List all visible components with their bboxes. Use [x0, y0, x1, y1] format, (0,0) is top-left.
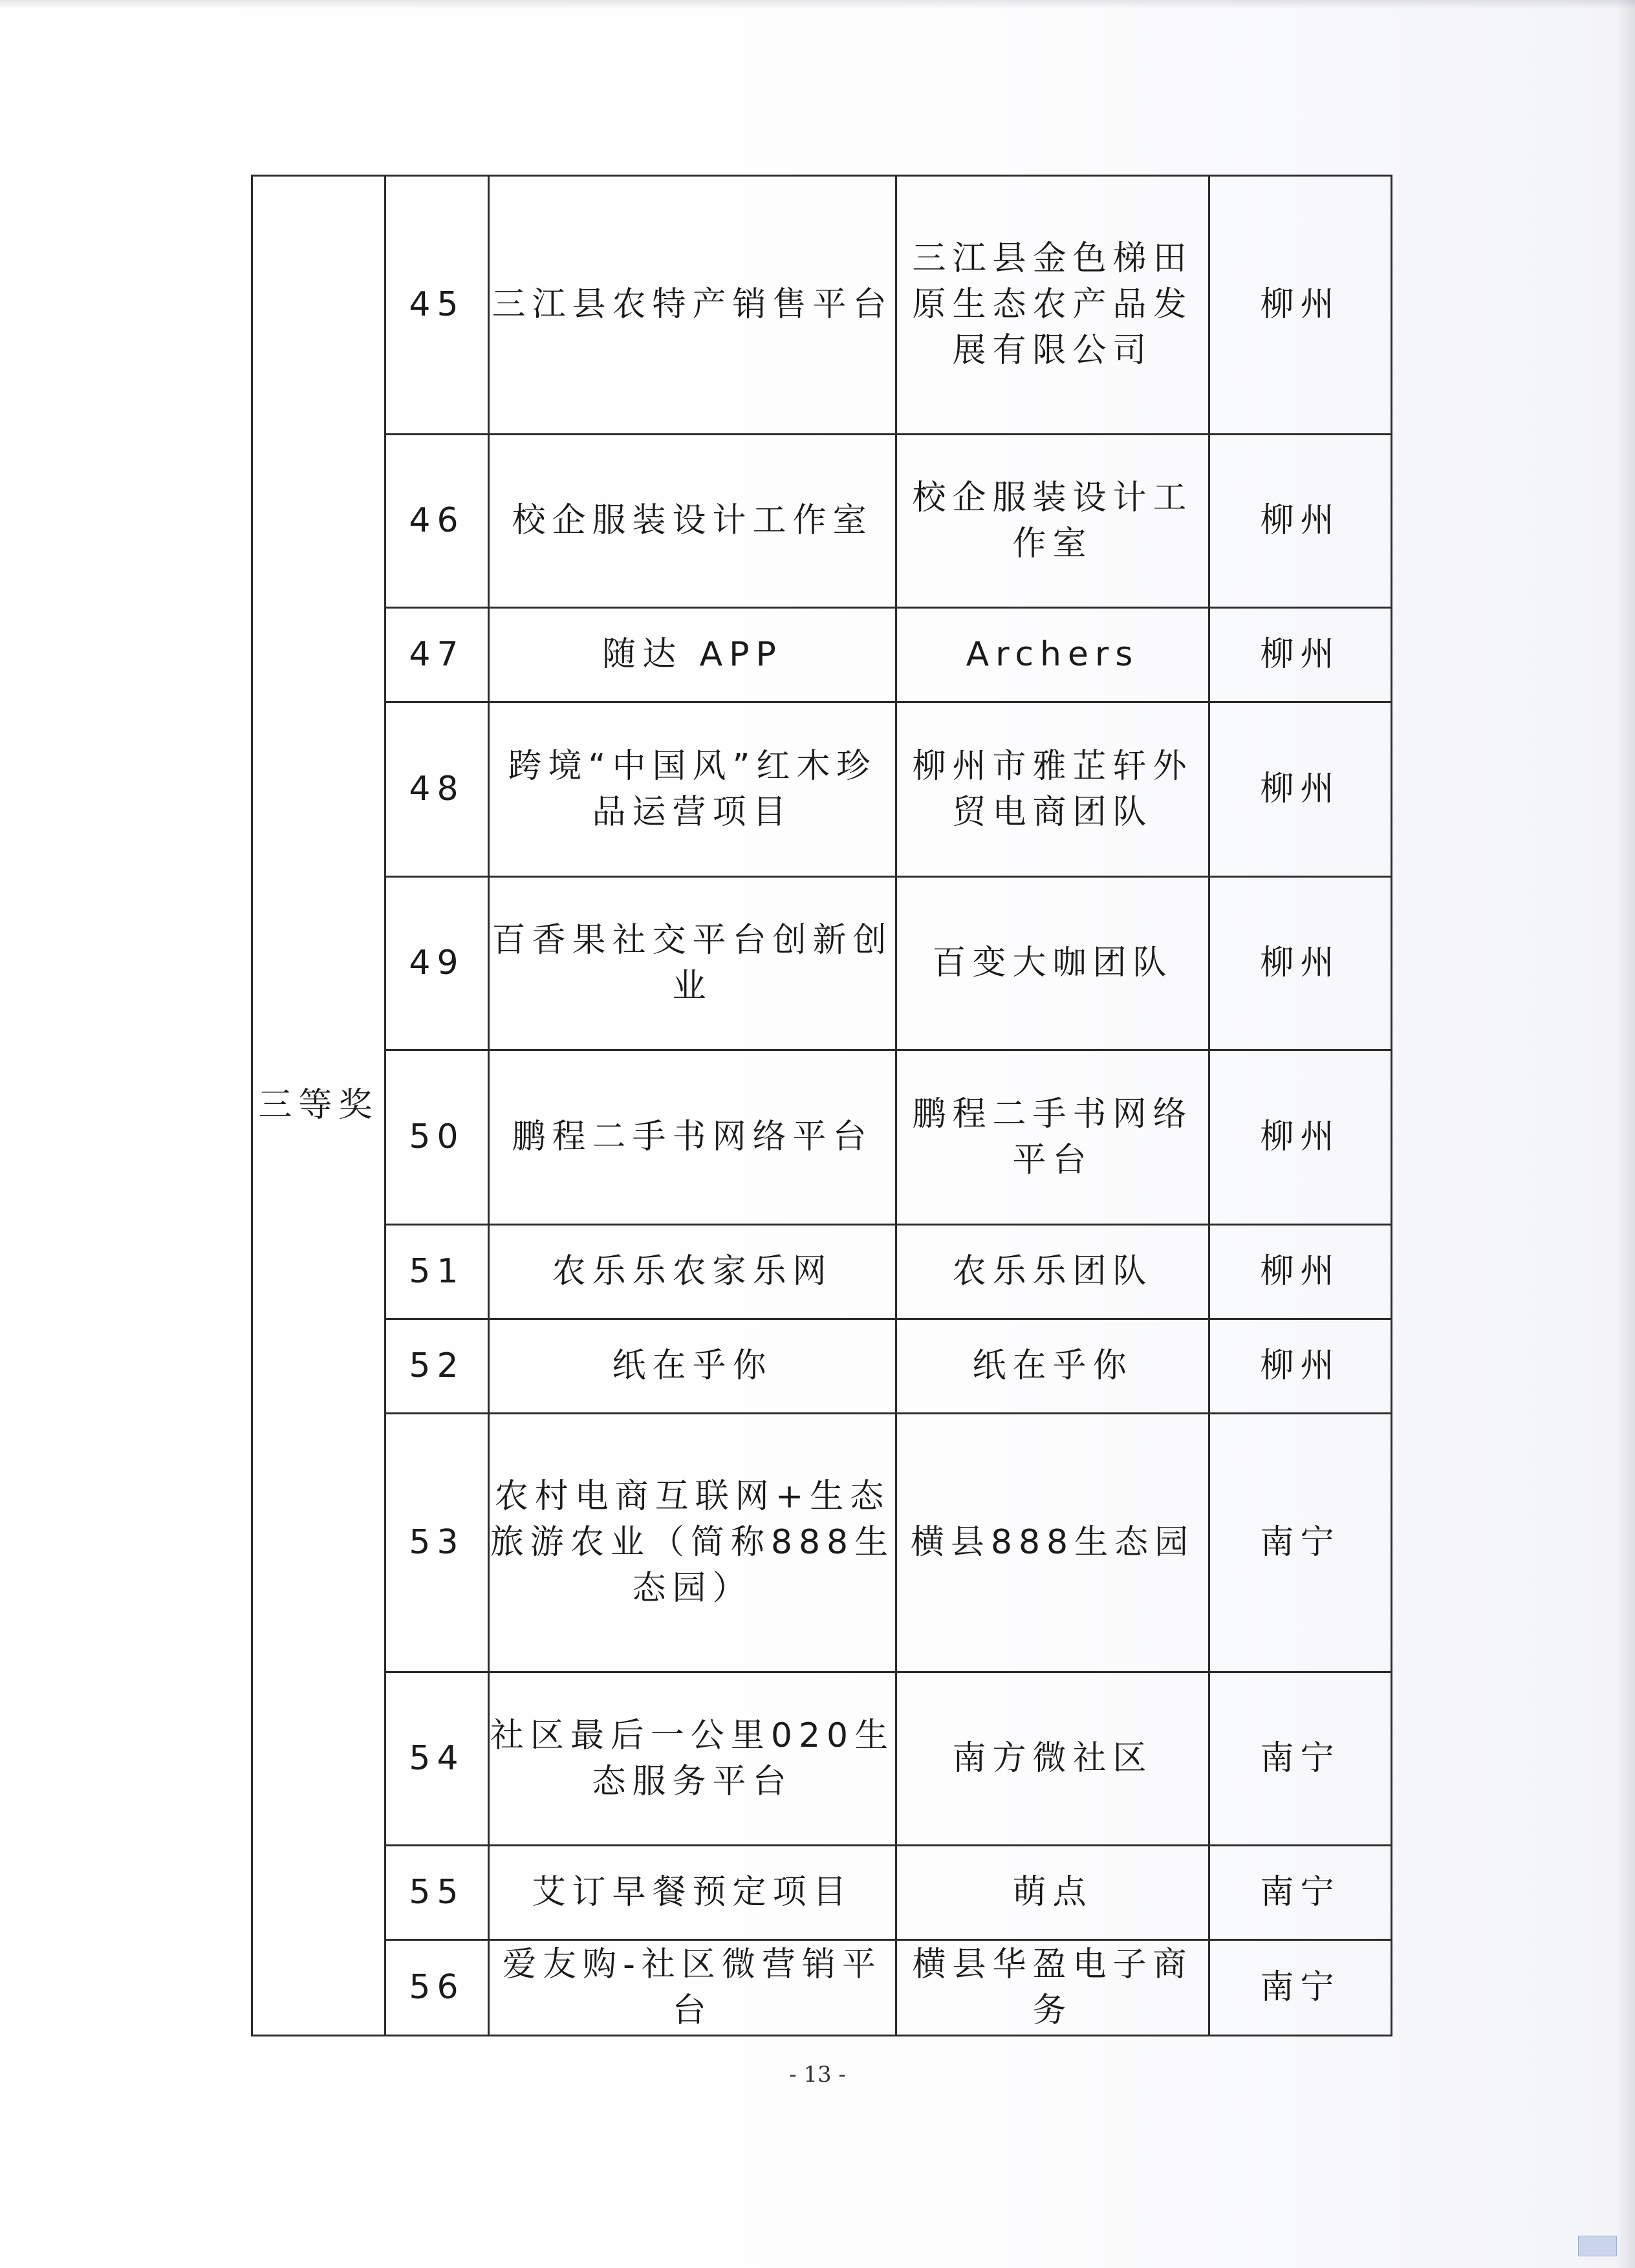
project-name: 社区最后一公里020生态服务平台 — [489, 1672, 896, 1846]
team-name: 三江县金色梯田原生态农产品发展有限公司 — [896, 176, 1209, 435]
table-row — [252, 1940, 1392, 2036]
table-row — [252, 1414, 1392, 1672]
row-number: 50 — [385, 1050, 489, 1225]
team-name: 横县888生态园 — [896, 1414, 1209, 1672]
team-name: 鹏程二手书网络平台 — [896, 1050, 1209, 1225]
row-number: 51 — [385, 1225, 489, 1319]
team-name: 百变大咖团队 — [896, 877, 1209, 1050]
award-table — [251, 175, 1392, 2036]
project-name: 爱友购-社区微营销平台 — [489, 1940, 896, 2036]
team-name: 南方微社区 — [896, 1672, 1209, 1846]
table-row — [252, 608, 1392, 702]
row-number: 56 — [385, 1940, 489, 2036]
row-number: 48 — [385, 702, 489, 877]
city: 南宁 — [1209, 1414, 1392, 1672]
city: 柳州 — [1209, 702, 1392, 877]
project-name: 三江县农特产销售平台 — [489, 176, 896, 435]
table-row — [252, 176, 1392, 435]
project-name: 农乐乐农家乐网 — [489, 1225, 896, 1319]
row-number: 46 — [385, 435, 489, 608]
city: 南宁 — [1209, 1672, 1392, 1846]
project-name: 艾订早餐预定项目 — [489, 1846, 896, 1940]
team-name: 校企服装设计工作室 — [896, 435, 1209, 608]
city: 柳州 — [1209, 877, 1392, 1050]
table-row — [252, 1846, 1392, 1940]
project-name: 百香果社交平台创新创业 — [489, 877, 896, 1050]
row-number: 45 — [385, 176, 489, 435]
row-number: 47 — [385, 608, 489, 702]
team-name: Archers — [896, 608, 1209, 702]
city: 柳州 — [1209, 1319, 1392, 1414]
table-row — [252, 1672, 1392, 1846]
team-name: 柳州市雅芷轩外贸电商团队 — [896, 702, 1209, 877]
row-number: 54 — [385, 1672, 489, 1846]
project-name: 随达 APP — [489, 608, 896, 702]
table-row — [252, 1050, 1392, 1225]
row-number: 55 — [385, 1846, 489, 1940]
corner-stamp-mark — [1578, 2236, 1617, 2256]
table-row — [252, 1319, 1392, 1414]
team-name: 纸在乎你 — [896, 1319, 1209, 1414]
row-number: 53 — [385, 1414, 489, 1672]
city: 柳州 — [1209, 176, 1392, 435]
table-row — [252, 877, 1392, 1050]
award-grade: 三等奖 — [252, 176, 385, 2036]
row-number: 49 — [385, 877, 489, 1050]
scan-shadow-top — [0, 0, 1635, 9]
team-name: 横县华盈电子商务 — [896, 1940, 1209, 2036]
city: 柳州 — [1209, 608, 1392, 702]
table-row — [252, 702, 1392, 877]
row-number: 52 — [385, 1319, 489, 1414]
table-row — [252, 435, 1392, 608]
table-row — [252, 1225, 1392, 1319]
city: 南宁 — [1209, 1940, 1392, 2036]
project-name: 校企服装设计工作室 — [489, 435, 896, 608]
page-number: - 13 - — [789, 2062, 846, 2088]
project-name: 鹏程二手书网络平台 — [489, 1050, 896, 1225]
team-name: 萌点 — [896, 1846, 1209, 1940]
city: 柳州 — [1209, 1050, 1392, 1225]
city: 柳州 — [1209, 435, 1392, 608]
project-name: 跨境“中国风”红木珍品运营项目 — [489, 702, 896, 877]
city: 柳州 — [1209, 1225, 1392, 1319]
city: 南宁 — [1209, 1846, 1392, 1940]
project-name: 农村电商互联网+生态旅游农业（简称888生态园） — [489, 1414, 896, 1672]
scan-shadow-right — [1616, 0, 1635, 2268]
team-name: 农乐乐团队 — [896, 1225, 1209, 1319]
project-name: 纸在乎你 — [489, 1319, 896, 1414]
